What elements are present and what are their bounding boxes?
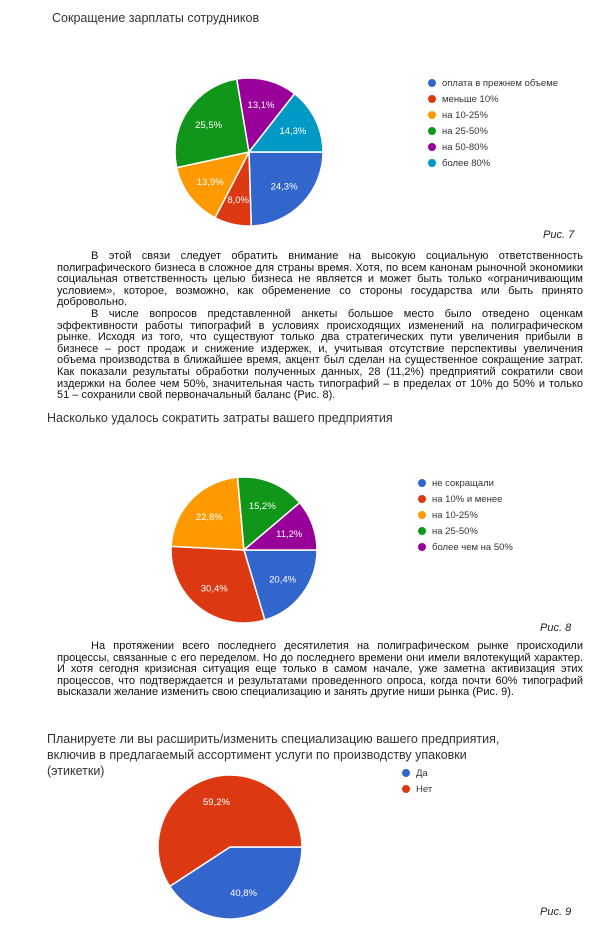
legend-swatch [418,511,426,519]
legend-swatch [428,159,436,167]
text-block-2 [57,641,583,699]
legend-label: меньше 10% [442,93,499,105]
legend-item [402,781,432,797]
slice-label: 11,2% [276,528,303,540]
legend-item [428,75,558,91]
legend-label: на 25-50% [442,125,488,137]
slice-label: 59,2% [202,796,230,808]
legend-swatch [418,495,426,503]
legend-item [418,475,513,491]
legend-label: не сокращали [432,477,494,489]
legend-swatch [402,785,410,793]
legend-swatch [428,79,436,87]
pie-chart-2 [158,470,338,630]
legend-swatch [428,95,436,103]
legend-swatch [428,111,436,119]
legend-label: более 80% [442,157,491,169]
legend-label: на 10-25% [442,109,488,121]
legend-label: более чем на 50% [432,541,513,553]
legend-label: на 10-25% [432,509,478,521]
slice-label: 40,8% [230,888,258,900]
figure-caption-3: Рис. 9 [540,906,572,918]
pie-chart-3 [150,770,320,920]
legend-label: оплата в прежнем объеме [442,77,559,89]
legend-item [428,155,558,171]
legend-item [402,765,432,781]
paragraph-social-responsibility: В этой связи следует обратить внимание на высокую социальную ответственность полиграфического бизнеса в сложное для страны время. Хотя, по всем канонам рыночной экономики социальная ответственность целью бизнеса не является и может быть только «ограничивающим условием», которое, возможно, как обременение со стороны государства или быть принято добровольно. [57,250,583,309]
chart-title-1: Сокращение зарплаты сотрудников [52,11,260,25]
legend-item [418,491,513,507]
legend-label: Нет [416,783,433,795]
legend-label: Да [416,767,428,779]
legend-swatch [418,527,426,535]
legend-item [418,539,513,555]
figure-caption-2: Рис. 8 [540,622,572,634]
slice-label: 24,3% [270,181,298,193]
legend-label: на 25-50% [432,525,478,537]
figure-caption-1: Рис. 7 [543,229,575,241]
legend-swatch [418,543,426,551]
slice-label: 22,8% [195,512,223,524]
legend-item [428,107,558,123]
legend-swatch [402,769,410,777]
legend-3 [402,765,432,797]
slice-label: 25,5% [195,120,223,132]
text-block-1 [57,251,583,402]
legend-swatch [428,127,436,135]
chart-title-2: Насколько удалось сократить затраты вашего предприятия [47,411,393,425]
legend-item [428,91,558,107]
legend-label: на 10% и менее [432,493,503,505]
legend-item [418,523,513,539]
pie-chart-1 [160,75,340,235]
slice-label: 14,3% [279,126,307,138]
legend-item [418,507,513,523]
legend-swatch [418,479,426,487]
legend-item [428,139,558,155]
chart-title-3: Планируете ли вы расширить/изменить специализацию вашего предприятия, включив в предлагаемый ассортимент услуги по производству упаковки (этикетки) [47,732,500,778]
slice-label: 30,4% [200,583,228,595]
slice-label: 15,2% [248,500,276,512]
legend-1 [428,75,558,171]
legend-item [428,123,558,139]
legend-swatch [428,143,436,151]
paragraph-market-redistribution: На протяжении всего последнего десятилетия на полиграфическом рынке происходили процессы, связанные с его переделом. Но до последнего времени они имели вялотекущий характер. И хотя сегодня кризисная ситуация еще только в самом начале, уже заметна активизация этих процессов, что подтверждается и результатами проведенного опроса, когда почти 60% типографий высказали желание изменить свою специализацию и занять другие ниши рынка (Рис. 9). [57,640,583,699]
slice-label: 13,1% [247,100,275,112]
slice-label: 13,9% [196,177,224,189]
slice-label: 8,0% [227,195,250,207]
legend-2 [418,475,513,555]
paragraph-cost-reduction: В числе вопросов представленной анкеты большое место было отведено оценкам эффективности работы типографий в условиях происходящих изменений на полиграфическом рынке. Исходя из того, что существуют только два стратегических пути увеличения прибыли в бизнесе – рост продаж и снижение издержек, и, учитывая отсутствие перспективы увеличения объема производства в ближайшее время, акцент был сделан на существенное сокращение затрат. Как показали результаты обработки полученных данных, 28 (11,2%) предприятий сократили свои издержки на более чем 50%, значительная часть типографий – в пределах от 10% до 50% и только 51 – сохранили свой первоначальный баланс (Рис. 8). [57,307,583,402]
legend-label: на 50-80% [442,141,488,153]
slice-label: 20,4% [269,574,297,586]
